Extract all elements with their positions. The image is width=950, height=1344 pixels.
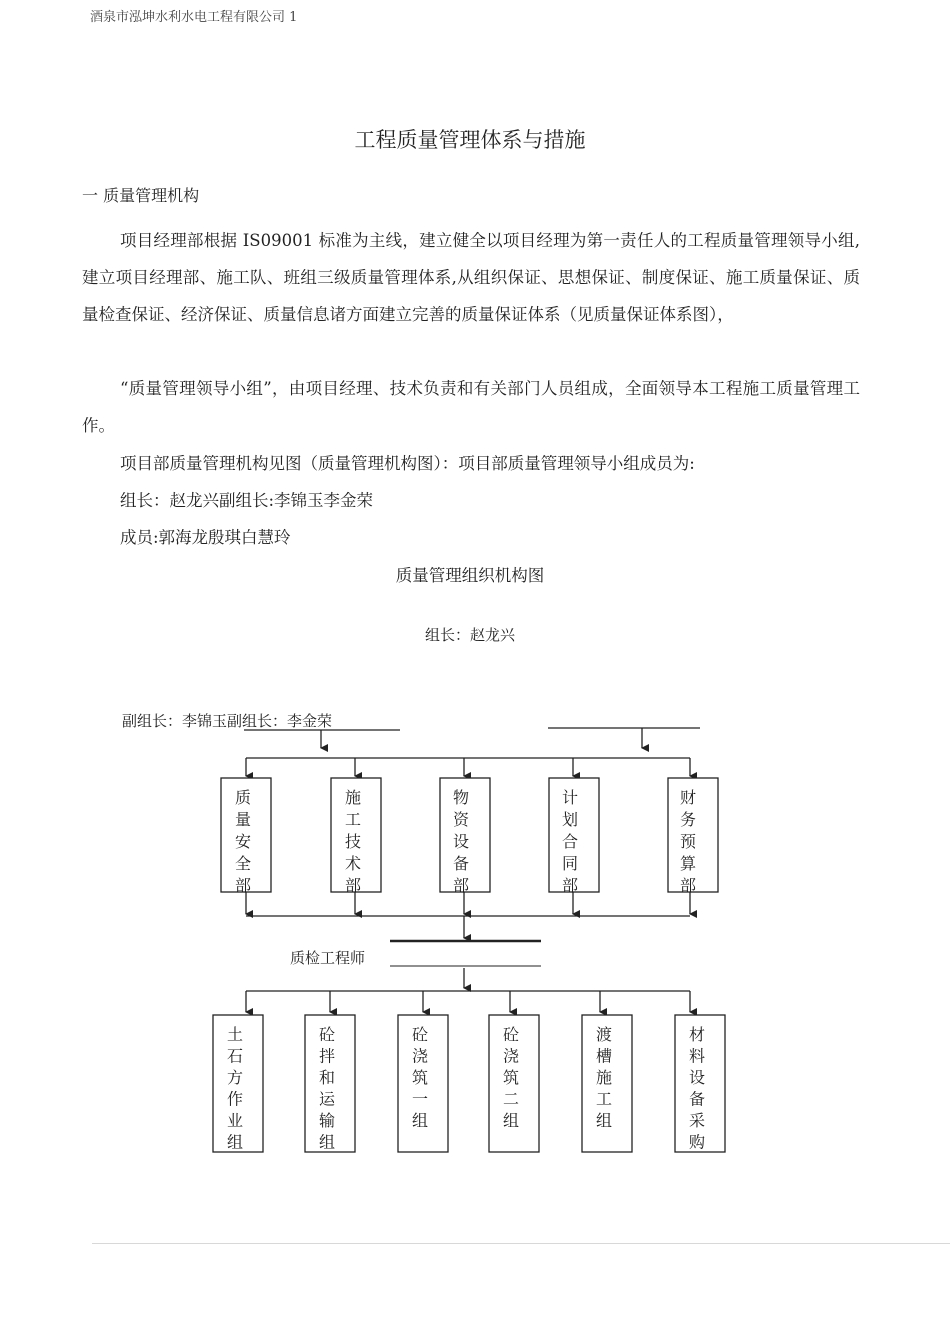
leader-line: 组长：赵龙兴副组长:李锦玉李金荣 [120, 491, 374, 510]
dept-label: 质量安全部 [234, 788, 252, 895]
group-label: 砼浇筑二组 [502, 1025, 520, 1130]
org-chart [0, 690, 950, 1170]
paragraph-2: “质量管理领导小组”，由项目经理、技术负责和有关部门人员组成，全面领导本工程施工质量管理工作。 [82, 379, 860, 435]
dept-label: 施工技术部 [344, 788, 362, 895]
dept-label: 计划合同部 [561, 788, 579, 895]
document-title: 工程质量管理体系与措施 [354, 128, 586, 152]
group-label: 材料设备采购 [688, 1025, 706, 1152]
org-chart-title: 质量管理组织机构图 [395, 566, 545, 585]
paragraph-1: 项目经理部根据 IS09001 标准为主线，建立健全以项目经理为第一责任人的工程质量管理领导小组,建立项目经理部、施工队、班组三级质量管理体系,从组织保证、思想保证、制度保证、施工质量保证、质量检查保证、经济保证、质量信息诸方面建立完善的质量保证体系（见质量保证体系图）， [82, 231, 860, 324]
section-heading: 一 质量管理机构 [82, 186, 200, 205]
group-label: 土石方作业组 [226, 1025, 244, 1152]
members-line: 成员:郭海龙殷琪白慧玲 [120, 528, 291, 547]
group-label: 砼拌和运输组 [318, 1025, 336, 1152]
page-header: 酒泉市泓坤水利水电工程有限公司 1 [90, 10, 298, 25]
footer-rule [92, 1243, 950, 1244]
org-intro-line: 项目部质量管理机构见图（质量管理机构图）：项目部质量管理领导小组成员为: [120, 454, 695, 473]
inspector-label: 质检工程师 [290, 949, 366, 967]
dept-label: 物资设备部 [452, 788, 470, 895]
group-label: 渡槽施工组 [595, 1025, 613, 1130]
org-chart-leader: 组长：赵龙兴 [424, 626, 515, 644]
dept-label: 财务预算部 [679, 788, 697, 895]
group-label: 砼浇筑一组 [411, 1025, 429, 1130]
org-chart-deputies: 副组长：李锦玉副组长：李金荣 [122, 712, 333, 730]
